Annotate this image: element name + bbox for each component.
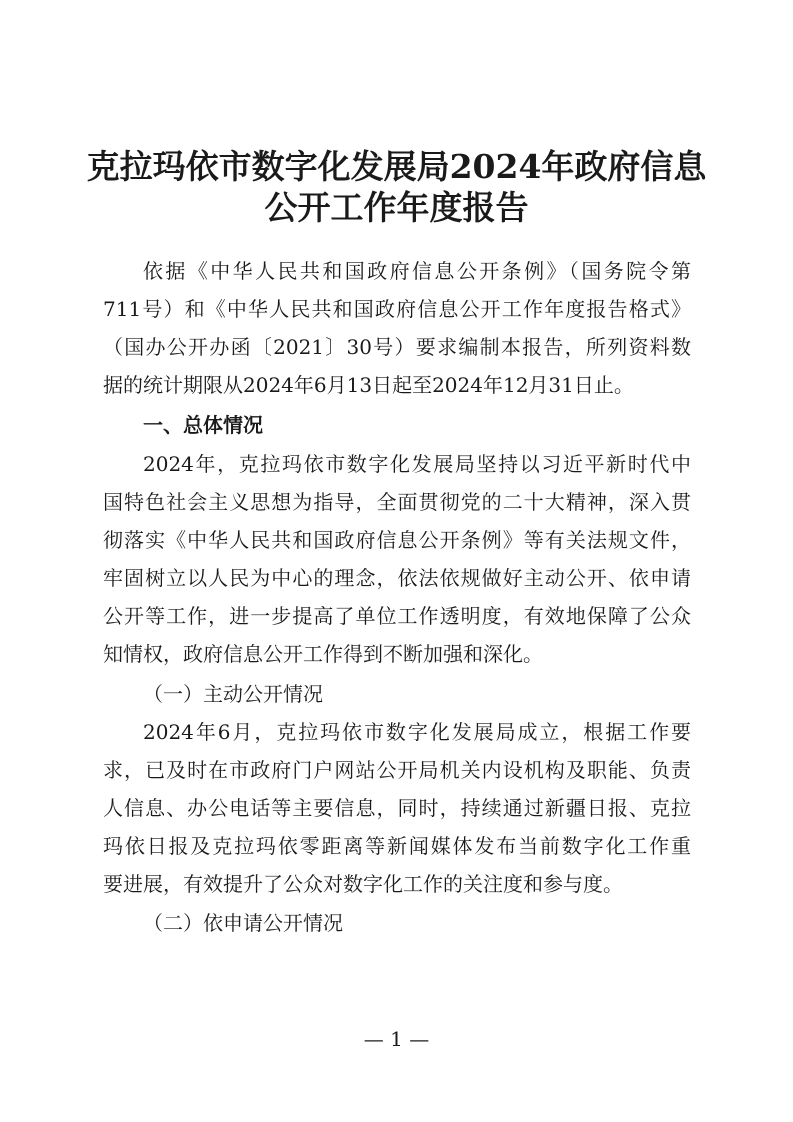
- title-line-1: 克拉玛依市数字化发展局2024年政府信息: [86, 147, 707, 186]
- proactive-line: 要进展，有效提升了公众对数字化工作的关注度和参与度。: [103, 872, 623, 896]
- overview-line: 2024年，克拉玛依市数字化发展局坚持以习近平新时代中: [143, 452, 691, 476]
- section-heading-overview: 一、总体情况: [143, 413, 263, 437]
- intro-line: （国办公开办函〔2021〕30号）要求编制本报告，所列资料数: [103, 335, 691, 359]
- overview-line: 公开等工作，进一步提高了单位工作透明度，有效地保障了公众: [103, 604, 691, 628]
- overview-line: 国特色社会主义思想为指导，全面贯彻党的二十大精神，深入贯: [103, 490, 691, 514]
- proactive-line: 人信息、办公电话等主要信息，同时，持续通过新疆日报、克拉: [103, 796, 691, 820]
- page-number: — 1 —: [363, 1027, 430, 1051]
- subsection-heading-proactive-disclosure: （一）主动公开情况: [143, 682, 323, 706]
- proactive-line: 玛依日报及克拉玛依零距离等新闻媒体发布当前数字化工作重: [103, 834, 691, 858]
- overview-line: 彻落实《中华人民共和国政府信息公开条例》等有关法规文件，: [103, 528, 691, 552]
- overview-line: 知情权，政府信息公开工作得到不断加强和深化。: [103, 642, 543, 666]
- subsection-heading-application-disclosure: （二）依申请公开情况: [143, 911, 343, 935]
- title-line-2: 公开工作年度报告: [264, 188, 529, 227]
- proactive-line: 求，已及时在市政府门户网站公开局机关内设机构及职能、负责: [103, 758, 691, 782]
- intro-line: 据的统计期限从2024年6月13日起至2024年12月31日止。: [103, 373, 634, 397]
- intro-line: 依据《中华人民共和国政府信息公开条例》（国务院令第: [143, 259, 691, 283]
- intro-line: 711号）和《中华人民共和国政府信息公开工作年度报告格式》: [103, 297, 691, 321]
- overview-line: 牢固树立以人民为中心的理念，依法依规做好主动公开、依申请: [103, 566, 691, 590]
- proactive-line: 2024年6月，克拉玛依市数字化发展局成立，根据工作要: [143, 720, 691, 744]
